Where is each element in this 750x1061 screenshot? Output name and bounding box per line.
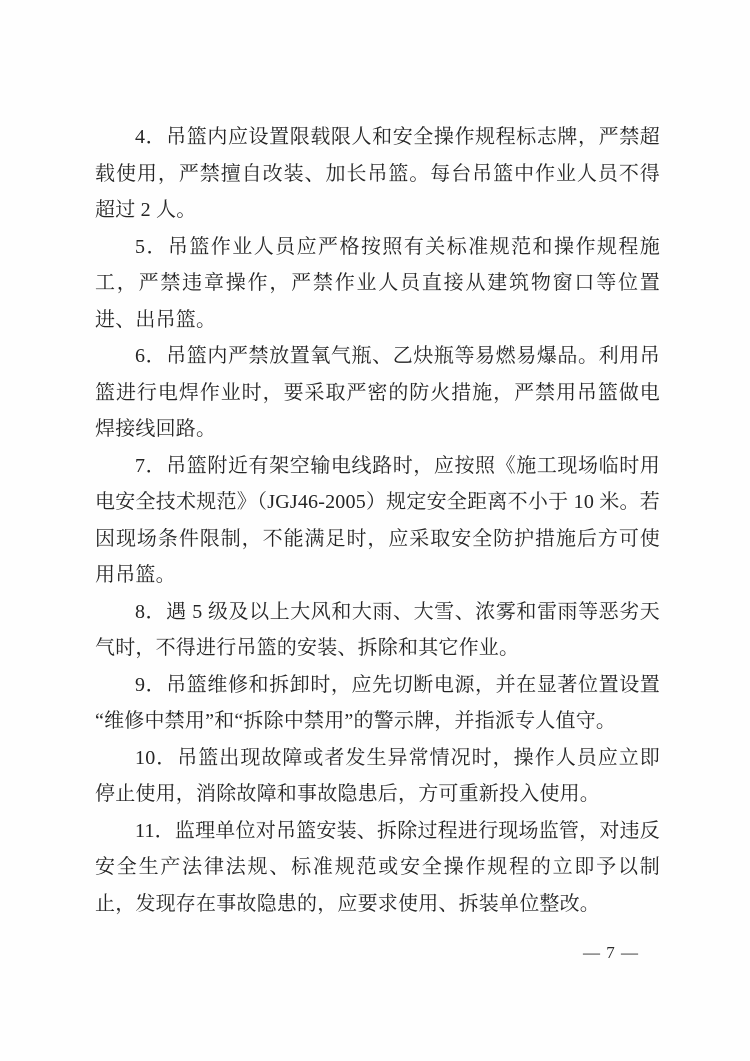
paragraph-4: 4．吊篮内应设置限载限人和安全操作规程标志牌，严禁超载使用，严禁擅自改装、加长吊篮。每台吊篮中作业人员不得超过 2 人。 (95, 126, 660, 221)
page-number: — 7 — (583, 943, 639, 962)
paragraph-8: 8．遇 5 级及以上大风和大雨、大雪、浓雾和雷雨等恶劣天气时，不得进行吊篮的安装、拆除和其它作业。 (95, 600, 660, 659)
paragraph-5: 5．吊篮作业人员应严格按照有关标准规范和操作规程施工，严禁违章操作，严禁作业人员直接从建筑物窗口等位置进、出吊篮。 (95, 235, 660, 331)
paragraph-6: 6．吊篮内严禁放置氧气瓶、乙炔瓶等易燃易爆品。利用吊篮进行电焊作业时，要采取严密的防火措施，严禁用吊篮做电焊接线回路。 (95, 345, 660, 440)
paragraph-11: 11．监理单位对吊篮安装、拆除过程进行现场监管，对违反安全生产法律法规、标准规范或安全操作规程的立即予以制止，发现存在事故隐患的，应要求使用、拆装单位整改。 (95, 819, 660, 915)
paragraph-7: 7．吊篮附近有架空输电线路时，应按照《施工现场临时用电安全技术规范》（JGJ46-2005）规定安全距离不小于 10 米。若因现场条件限制，不能满足时，应采取安全防护措施后方可使用吊篮。 (95, 454, 660, 586)
paragraph-9: 9．吊篮维修和拆卸时，应先切断电源，并在显著位置设置“维修中禁用”和“拆除中禁用”的警示牌，并指派专人值守。 (95, 673, 660, 732)
document-body (95, 119, 660, 922)
paragraph-10: 10．吊篮出现故障或者发生异常情况时，操作人员应立即停止使用，消除故障和事故隐患后，方可重新投入使用。 (95, 746, 660, 805)
